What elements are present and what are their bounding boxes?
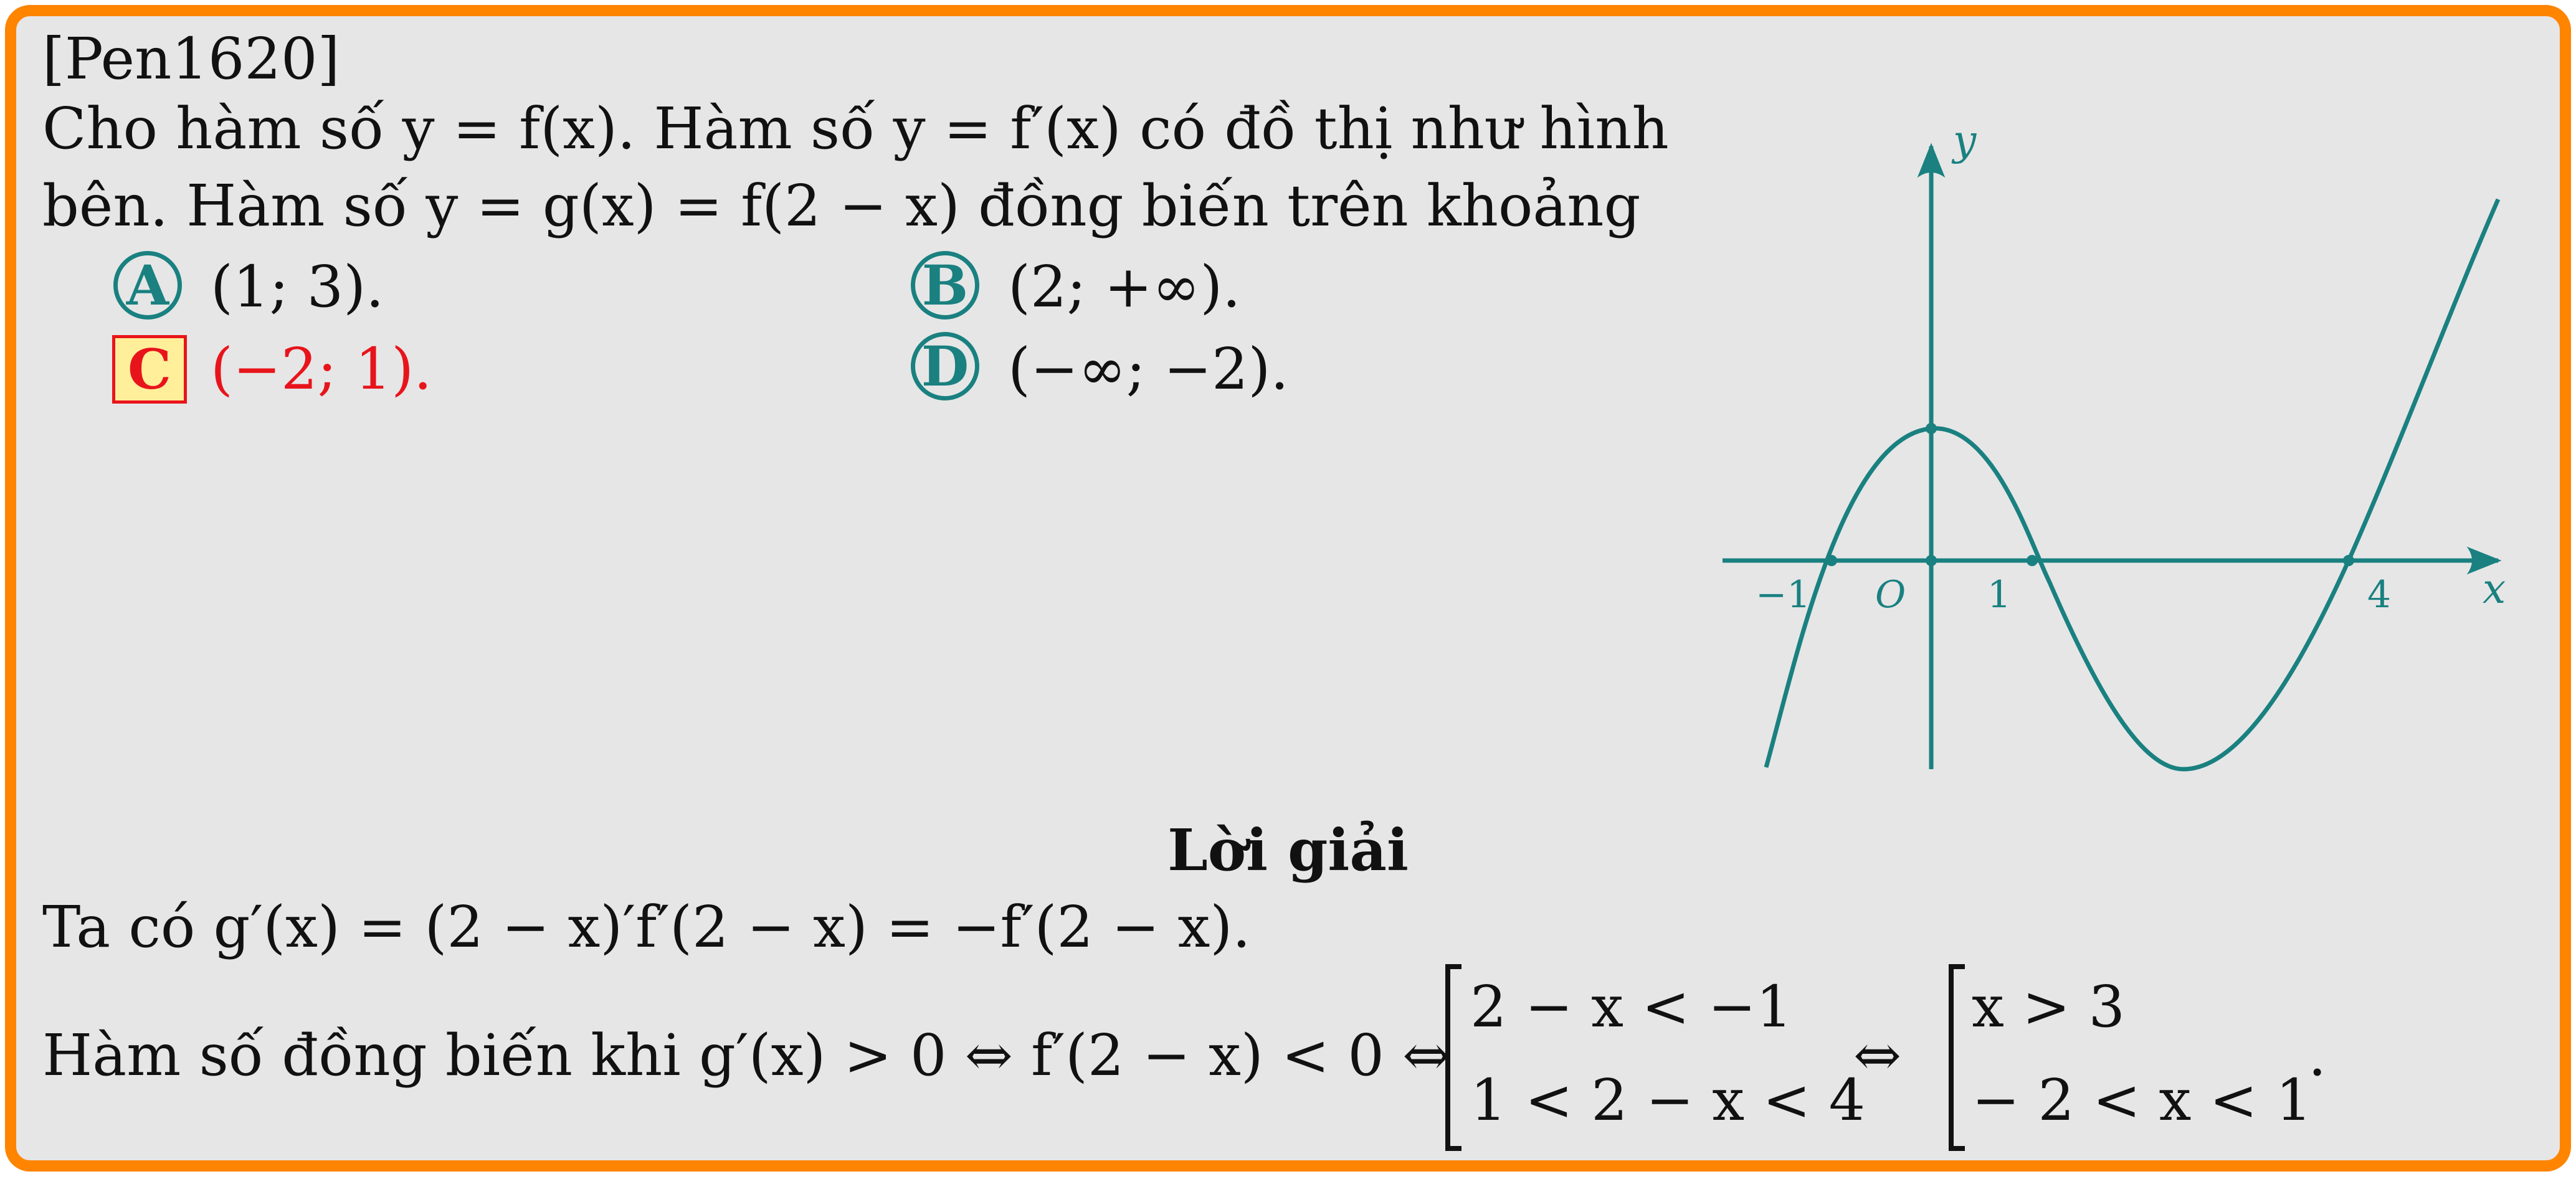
problem-line-2: bên. Hàm số y = g(x) = f(2 − x) đồng biến trên khoảng <box>42 173 1641 239</box>
tick-label-4: 4 <box>2367 573 2392 617</box>
option-a-text[interactable]: (1; 3). <box>211 253 384 320</box>
case-1-bottom: 1 < 2 − x < 4 <box>1470 1067 1866 1134</box>
tick-label-minus-1: −1 <box>1756 573 1811 617</box>
option-c-badge-selected[interactable]: C <box>112 335 187 404</box>
option-b-badge[interactable]: B <box>911 251 979 320</box>
root-point-right <box>2343 555 2354 566</box>
solution-title: Lời giải <box>1167 817 1409 884</box>
tick-label-1: 1 <box>1987 573 2012 617</box>
x-axis-label: x <box>2483 565 2506 613</box>
origin-point <box>1926 555 1937 566</box>
case-bracket-2 <box>1949 964 1965 1151</box>
case-2-bottom: − 2 < x < 1 <box>1972 1067 2312 1134</box>
option-d-text[interactable]: (−∞; −2). <box>1008 336 1289 402</box>
option-d-badge[interactable]: D <box>911 332 979 400</box>
root-point-middle <box>2027 555 2038 566</box>
problem-line-1: Cho hàm số y = f(x). Hàm số y = f′(x) có đồ thị như hình <box>42 95 1669 162</box>
y-intercept-point <box>1926 423 1937 434</box>
derivative-curve <box>1766 199 2498 769</box>
origin-label: O <box>1875 573 1906 617</box>
case-2-top: x > 3 <box>1972 973 2125 1040</box>
option-c-text[interactable]: (−2; 1). <box>211 336 432 402</box>
root-point-left <box>1826 555 1837 566</box>
solution-end-mark: . <box>2308 1022 2327 1089</box>
option-a-badge[interactable]: A <box>113 251 182 320</box>
solution-line-2: Hàm số đồng biến khi g′(x) > 0 ⇔ f′(2 − x) < 0 ⇔ <box>42 1022 1451 1089</box>
equiv-symbol: ⇔ <box>1853 1022 1902 1089</box>
case-1-top: 2 − x < −1 <box>1470 973 1793 1040</box>
case-bracket-1 <box>1445 964 1461 1151</box>
problem-id: [Pen1620] <box>42 26 340 92</box>
y-axis-label: y <box>1953 116 1977 164</box>
solution-line-1: Ta có g′(x) = (2 − x)′f′(2 − x) = −f′(2 − x). <box>42 894 1251 960</box>
option-b-text[interactable]: (2; +∞). <box>1008 253 1241 320</box>
